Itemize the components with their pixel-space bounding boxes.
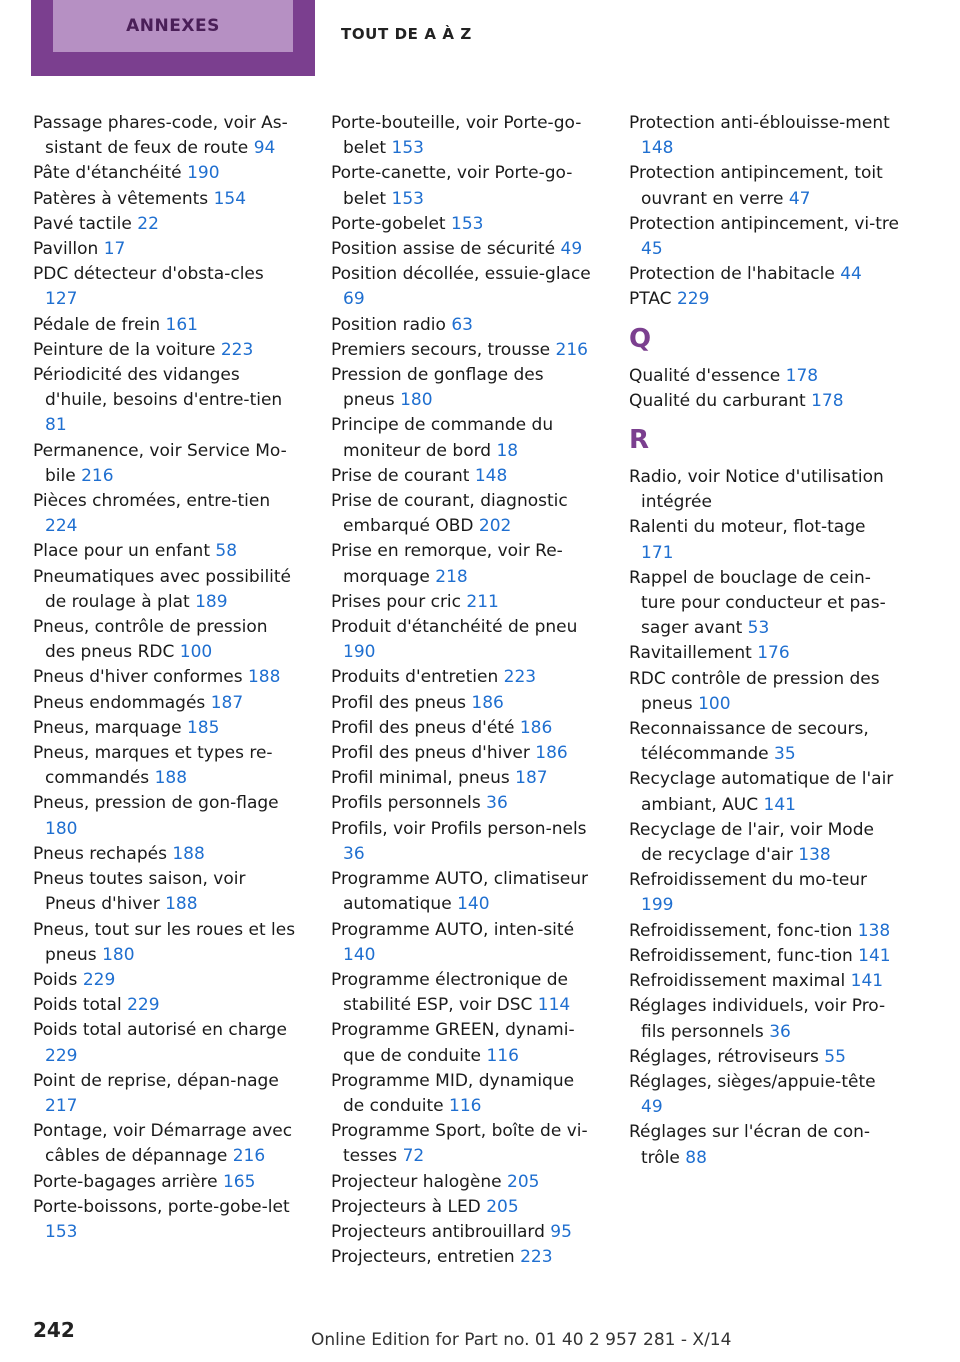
index-entry-term: Réglages, rétroviseurs bbox=[629, 1046, 819, 1067]
page-link[interactable]: 186 bbox=[519, 717, 553, 738]
index-entry-term: PTAC bbox=[629, 289, 672, 310]
index-entry bbox=[33, 262, 299, 312]
index-entry-term: Profil des pneus d'été bbox=[331, 717, 515, 738]
page-link[interactable]: 44 bbox=[840, 264, 862, 285]
page-link[interactable]: 127 bbox=[45, 289, 78, 310]
page-link[interactable]: 180 bbox=[102, 944, 135, 965]
page-link[interactable]: 165 bbox=[222, 1171, 256, 1192]
page-link[interactable]: 116 bbox=[449, 1095, 482, 1116]
index-entry bbox=[331, 313, 599, 338]
index-entry-term: Refroidissement, fonc-tion bbox=[629, 920, 853, 941]
index-letter-heading: R bbox=[629, 425, 650, 456]
index-entry-term: Poids bbox=[33, 969, 78, 990]
index-entry-term: Pneus, pression de gon-flage bbox=[33, 793, 279, 814]
page-link[interactable]: 223 bbox=[503, 667, 537, 688]
page-link[interactable]: 171 bbox=[641, 542, 674, 563]
page-link[interactable]: 218 bbox=[435, 566, 468, 587]
index-entry bbox=[33, 363, 299, 439]
page-link[interactable]: 72 bbox=[402, 1146, 425, 1167]
index-entry bbox=[33, 187, 299, 212]
page-link[interactable]: 53 bbox=[747, 618, 770, 639]
index-entry bbox=[629, 1070, 899, 1120]
edition-footer: Online Edition for Part no. 01 40 2 957 281 - X/14 bbox=[311, 1330, 732, 1350]
page-link[interactable]: 17 bbox=[103, 239, 126, 260]
page-link[interactable]: 100 bbox=[698, 693, 731, 714]
index-entry bbox=[629, 566, 899, 642]
index-entry-term: Pâte d'étanchéité bbox=[33, 163, 182, 184]
index-entry bbox=[629, 767, 899, 817]
index-entry bbox=[331, 665, 599, 690]
index-entry bbox=[331, 968, 599, 1018]
index-entry-term: Profils, voir Profils person-nels bbox=[331, 818, 587, 839]
page-link[interactable]: 36 bbox=[769, 1021, 791, 1042]
index-entry bbox=[629, 969, 899, 994]
index-entry bbox=[33, 1170, 299, 1195]
index-entry bbox=[629, 717, 899, 767]
index-entry bbox=[33, 237, 299, 262]
section-tab-label: ANNEXES bbox=[53, 0, 293, 52]
index-entry bbox=[629, 364, 899, 389]
index-entry-term: Prise de courant bbox=[331, 465, 470, 486]
index-entry bbox=[629, 667, 899, 717]
index-entry-term: Pression de gonflage des pneus bbox=[331, 365, 544, 411]
index-entry bbox=[629, 287, 899, 312]
page-link[interactable]: 140 bbox=[343, 944, 376, 965]
index-entry-term: Projecteurs antibrouillard bbox=[331, 1221, 545, 1242]
index-entry bbox=[629, 1045, 899, 1070]
page-link[interactable]: 188 bbox=[247, 667, 281, 688]
page-link[interactable]: 140 bbox=[457, 894, 490, 915]
page-link[interactable]: 223 bbox=[520, 1247, 553, 1268]
index-entry bbox=[629, 818, 899, 868]
index-entry bbox=[629, 389, 899, 414]
index-entry-term: Réglages, sièges/appuie-tête bbox=[629, 1071, 876, 1092]
index-entry bbox=[331, 867, 599, 917]
page-link[interactable]: 205 bbox=[507, 1171, 540, 1192]
index-entry-term: Recyclage de l'air, voir Mode de recyclage d'air bbox=[629, 819, 874, 866]
index-entry-term: Permanence, voir Service Mo-bile bbox=[33, 440, 287, 486]
index-entry bbox=[331, 413, 599, 463]
index-entry bbox=[33, 1069, 299, 1119]
index-entry-term: Protection anti-éblouisse-ment bbox=[629, 113, 890, 133]
index-entry bbox=[331, 766, 599, 791]
index-entry-term: Programme AUTO, climatiseur automatique bbox=[331, 869, 589, 915]
page-link[interactable]: 176 bbox=[757, 643, 790, 664]
index-entry-term: Recyclage automatique de l'air ambiant, AUC bbox=[629, 769, 894, 815]
index-entry-term: Pavé tactile bbox=[33, 213, 132, 234]
index-entry-term: Position assise de sécurité bbox=[331, 239, 556, 260]
page-link[interactable]: 148 bbox=[474, 465, 508, 486]
index-entry-term: Périodicité des vidanges d'huile, besoins d'entre-tien bbox=[33, 365, 283, 411]
index-entry bbox=[33, 867, 299, 917]
index-entry bbox=[331, 237, 599, 262]
index-entry-term: Réglages sur l'écran de con-trôle bbox=[629, 1122, 871, 1168]
page-link[interactable]: 211 bbox=[466, 591, 499, 612]
index-entry bbox=[629, 1120, 899, 1170]
index-entry bbox=[331, 338, 599, 363]
page-link[interactable]: 229 bbox=[127, 995, 160, 1016]
index-entry bbox=[629, 465, 899, 515]
page-number: 242 bbox=[33, 1318, 75, 1342]
index-entry bbox=[33, 489, 299, 539]
index-entry bbox=[331, 464, 599, 489]
index-entry bbox=[331, 111, 599, 161]
index-entry bbox=[33, 439, 299, 489]
index-entry bbox=[331, 1245, 599, 1270]
index-entry bbox=[331, 1069, 599, 1119]
index-entry bbox=[629, 262, 899, 287]
page-link[interactable]: 49 bbox=[641, 1097, 663, 1118]
index-entry bbox=[33, 691, 299, 716]
index-entry-term: Refroidissement, func-tion bbox=[629, 945, 853, 966]
index-entry-term: Ravitaillement bbox=[629, 643, 752, 664]
index-entry-term: Programme GREEN, dynami-que de conduite bbox=[331, 1020, 575, 1066]
page-link[interactable]: 161 bbox=[165, 314, 198, 335]
index-entry bbox=[33, 1018, 299, 1068]
index-entry-term: Place pour un enfant bbox=[33, 541, 210, 562]
page-link[interactable]: 187 bbox=[515, 768, 548, 789]
page-link[interactable]: 22 bbox=[137, 213, 159, 234]
index-entry bbox=[33, 716, 299, 741]
index-entry-term: Pneus d'hiver conformes bbox=[33, 667, 243, 688]
index-entry bbox=[33, 565, 299, 615]
index-entry-term: Patères à vêtements bbox=[33, 188, 209, 209]
index-entry bbox=[629, 515, 899, 565]
page-link[interactable]: 216 bbox=[81, 465, 114, 486]
page-link[interactable]: 141 bbox=[850, 971, 884, 992]
page-link[interactable]: 114 bbox=[537, 995, 571, 1016]
page-link[interactable]: 88 bbox=[685, 1147, 707, 1168]
page-link[interactable]: 36 bbox=[486, 793, 508, 814]
index-entry-term: Programme Sport, boîte de vi-tesses bbox=[331, 1121, 588, 1167]
index-entry bbox=[33, 1119, 299, 1169]
index-entry bbox=[33, 1195, 299, 1245]
index-entry bbox=[33, 665, 299, 690]
index-entry-term: Profils personnels bbox=[331, 793, 481, 814]
page-link[interactable]: 189 bbox=[195, 591, 228, 612]
page-link[interactable]: 138 bbox=[857, 920, 891, 941]
page-link[interactable]: 217 bbox=[45, 1095, 78, 1116]
page-link[interactable]: 202 bbox=[478, 516, 512, 537]
index-entry-term: Passage phares-code, voir As-sistant de feux de route bbox=[33, 113, 288, 159]
page-link[interactable]: 190 bbox=[343, 642, 376, 663]
page-link[interactable]: 55 bbox=[824, 1046, 846, 1067]
page-link[interactable]: 154 bbox=[213, 188, 247, 209]
index-entry bbox=[629, 111, 899, 161]
index-entry bbox=[331, 1195, 599, 1220]
index-entry bbox=[33, 993, 299, 1018]
index-entry bbox=[33, 161, 299, 186]
index-entry bbox=[33, 313, 299, 338]
page-link[interactable]: 216 bbox=[555, 339, 588, 360]
index-entry bbox=[331, 212, 599, 237]
index-entry-term: Pneus, contrôle de pression des pneus RDC bbox=[33, 617, 268, 663]
page-link[interactable]: 141 bbox=[858, 945, 891, 966]
index-entry-term: Pneus, marques et types re-commandés bbox=[33, 743, 273, 789]
index-entry bbox=[331, 691, 599, 716]
index-entry bbox=[33, 741, 299, 791]
index-entry-term: Refroidissement maximal bbox=[629, 971, 846, 992]
page-link[interactable]: 58 bbox=[215, 541, 238, 562]
page-link[interactable]: 229 bbox=[82, 969, 116, 990]
index-entry bbox=[629, 994, 899, 1044]
index-entry-term: Projecteurs, entretien bbox=[331, 1247, 515, 1268]
index-entry bbox=[629, 868, 899, 918]
index-entry bbox=[33, 791, 299, 841]
page-link[interactable]: 185 bbox=[186, 717, 220, 738]
index-entry bbox=[331, 817, 599, 867]
page-link[interactable]: 180 bbox=[400, 390, 433, 411]
index-entry-term: Pièces chromées, entre-tien bbox=[33, 491, 271, 512]
index-entry-term: Pontage, voir Démarrage avec câbles de dépannage bbox=[33, 1121, 293, 1167]
index-entry bbox=[331, 161, 599, 211]
index-entry-term: Profil minimal, pneus bbox=[331, 768, 510, 789]
page-link[interactable]: 178 bbox=[785, 365, 819, 386]
index-entry-term: Produit d'étanchéité de pneu bbox=[331, 617, 578, 638]
index-entry-term: Porte-canette, voir Porte-go-belet bbox=[331, 163, 573, 209]
index-entry-term: Prise de courant, diagnostic embarqué OBD bbox=[331, 491, 568, 537]
index-entry bbox=[331, 1018, 599, 1068]
index-entry-term: Porte-gobelet bbox=[331, 213, 446, 234]
index-entry bbox=[331, 1170, 599, 1195]
index-entry-term: Position décollée, essuie-glace bbox=[331, 264, 591, 285]
index-entry-term: Programme AUTO, inten-sité bbox=[331, 919, 575, 940]
index-entry-term: Protection antipincement, vi-tre bbox=[629, 213, 900, 234]
page-link[interactable]: 81 bbox=[45, 415, 67, 436]
index-column-2 bbox=[331, 111, 599, 1270]
page-link[interactable]: 187 bbox=[210, 692, 244, 713]
page-link[interactable]: 116 bbox=[486, 1045, 519, 1066]
page-link[interactable]: 223 bbox=[220, 339, 254, 360]
page-link[interactable]: 18 bbox=[496, 440, 519, 461]
index-entry-term: Prises pour cric bbox=[331, 591, 462, 612]
page-link[interactable]: 35 bbox=[774, 744, 796, 765]
index-entry-term: Rappel de bouclage de cein-ture pour conducteur et pas-sager avant bbox=[629, 567, 886, 639]
page-link[interactable]: 153 bbox=[391, 138, 424, 159]
index-entry bbox=[331, 615, 599, 665]
index-entry bbox=[331, 1220, 599, 1245]
index-entry bbox=[331, 918, 599, 968]
index-entry-term: Point de reprise, dépan-nage bbox=[33, 1070, 279, 1091]
index-entry bbox=[331, 590, 599, 615]
index-entry-term: Radio, voir Notice d'utilisation intégrée bbox=[629, 467, 884, 513]
index-entry bbox=[629, 919, 899, 944]
index-entry-term: Poids total bbox=[33, 995, 122, 1016]
page-link[interactable]: 188 bbox=[154, 768, 188, 789]
index-entry bbox=[331, 1119, 599, 1169]
page-link[interactable]: 100 bbox=[179, 642, 213, 663]
page-link[interactable]: 69 bbox=[343, 289, 365, 310]
page-link[interactable]: 186 bbox=[535, 743, 568, 764]
index-entry-term: Profil des pneus d'hiver bbox=[331, 743, 530, 764]
index-entry-term: Porte-bagages arrière bbox=[33, 1171, 218, 1192]
index-entry bbox=[33, 615, 299, 665]
index-entry bbox=[33, 968, 299, 993]
page-link[interactable]: 148 bbox=[641, 138, 674, 159]
index-entry bbox=[33, 111, 299, 161]
index-entry-term: Porte-bouteille, voir Porte-go-belet bbox=[331, 113, 582, 159]
section-tab bbox=[31, 0, 315, 76]
page-link[interactable]: 138 bbox=[798, 845, 831, 866]
page-link[interactable]: 188 bbox=[165, 894, 198, 915]
index-entry bbox=[33, 212, 299, 237]
index-entry-term: Pneus, marquage bbox=[33, 717, 182, 738]
index-entry-term: Refroidissement du mo-teur bbox=[629, 870, 868, 891]
page-link[interactable]: 186 bbox=[471, 692, 504, 713]
page-link[interactable]: 178 bbox=[811, 390, 844, 411]
page-link[interactable]: 49 bbox=[560, 239, 583, 260]
index-entry bbox=[629, 944, 899, 969]
page-link[interactable]: 63 bbox=[451, 314, 473, 335]
index-entry-term: Pneumatiques avec possibilité de roulage à plat bbox=[33, 566, 292, 612]
index-entry bbox=[331, 716, 599, 741]
index-entry-term: Pneus, tout sur les roues et les pneus bbox=[33, 919, 296, 965]
index-column-3 bbox=[629, 111, 899, 1171]
index-entry-term: Pédale de frein bbox=[33, 314, 161, 335]
index-entry-term: Principe de commande du moniteur de bord bbox=[331, 415, 554, 461]
page-link[interactable]: 47 bbox=[788, 188, 811, 209]
page-link[interactable]: 36 bbox=[343, 843, 365, 864]
index-entry-term: Ralenti du moteur, flot-tage bbox=[629, 517, 866, 538]
page-link[interactable]: 141 bbox=[763, 794, 796, 815]
index-entry bbox=[33, 539, 299, 564]
index-entry bbox=[331, 741, 599, 766]
index-entry-term: Projecteurs à LED bbox=[331, 1196, 481, 1217]
index-entry bbox=[331, 791, 599, 816]
index-entry bbox=[629, 212, 899, 262]
index-entry bbox=[629, 161, 899, 211]
page-link[interactable]: 188 bbox=[172, 843, 205, 864]
index-entry bbox=[33, 918, 299, 968]
page-link[interactable]: 94 bbox=[253, 138, 276, 159]
page-link[interactable]: 153 bbox=[45, 1221, 78, 1242]
index-entry-term: Réglages individuels, voir Pro-fils personnels bbox=[629, 996, 886, 1042]
index-entry-term: Pneus endommagés bbox=[33, 692, 206, 713]
page-link[interactable]: 180 bbox=[45, 818, 78, 839]
index-entry-term: Premiers secours, trousse bbox=[331, 339, 551, 360]
index-entry bbox=[331, 262, 599, 312]
page-link[interactable]: 229 bbox=[676, 289, 710, 310]
index-entry-term: Reconnaissance de secours, télécommande bbox=[629, 719, 869, 765]
index-entry bbox=[33, 842, 299, 867]
index-entry bbox=[331, 489, 599, 539]
index-entry bbox=[331, 363, 599, 413]
index-entry-term: Protection antipincement, toit ouvrant en verre bbox=[629, 163, 883, 209]
page-link[interactable]: 153 bbox=[451, 213, 484, 234]
index-entry-term: Poids total autorisé en charge bbox=[33, 1020, 287, 1041]
index-entry-term: RDC contrôle de pression des pneus bbox=[629, 668, 880, 714]
index-entry-term: Programme MID, dynamique de conduite bbox=[331, 1070, 575, 1116]
page-link[interactable]: 190 bbox=[187, 163, 220, 184]
page-link[interactable]: 95 bbox=[550, 1221, 572, 1242]
index-entry-term: Produits d'entretien bbox=[331, 667, 499, 688]
index-entry-term: Position radio bbox=[331, 314, 446, 335]
section-subtitle: TOUT DE A À Z bbox=[341, 25, 472, 43]
index-entry-term: Pneus toutes saison, voir Pneus d'hiver bbox=[33, 869, 246, 915]
index-letter-heading: Q bbox=[629, 323, 652, 354]
index-entry bbox=[331, 539, 599, 589]
page-link[interactable]: 229 bbox=[45, 1045, 78, 1066]
index-entry-term: Programme électronique de stabilité ESP, voir DSC bbox=[331, 969, 568, 1016]
page-link[interactable]: 224 bbox=[45, 516, 78, 537]
page-link[interactable]: 216 bbox=[232, 1146, 266, 1167]
index-entry-term: Projecteur halogène bbox=[331, 1171, 502, 1192]
index-entry-term: Profil des pneus bbox=[331, 692, 466, 713]
index-entry-term: Prise en remorque, voir Re-morquage bbox=[331, 541, 563, 587]
index-entry-term: PDC détecteur d'obsta-cles bbox=[33, 264, 264, 285]
index-entry bbox=[629, 641, 899, 666]
page-link[interactable]: 199 bbox=[641, 895, 674, 916]
index-column-1 bbox=[33, 111, 299, 1245]
index-entry-term: Peinture de la voiture bbox=[33, 339, 216, 360]
index-entry bbox=[33, 338, 299, 363]
index-entry-term: Pavillon bbox=[33, 239, 99, 260]
index-entry-term: Qualité d'essence bbox=[629, 365, 781, 386]
page-link[interactable]: 205 bbox=[486, 1196, 519, 1217]
index-entry-term: Protection de l'habitacle bbox=[629, 264, 835, 285]
page-link[interactable]: 153 bbox=[391, 188, 424, 209]
page-link[interactable]: 45 bbox=[641, 239, 663, 260]
index-entry-term: Pneus rechapés bbox=[33, 843, 167, 864]
index-entry-term: Porte-boissons, porte-gobe-let bbox=[33, 1196, 290, 1217]
index-entry-term: Qualité du carburant bbox=[629, 390, 806, 411]
